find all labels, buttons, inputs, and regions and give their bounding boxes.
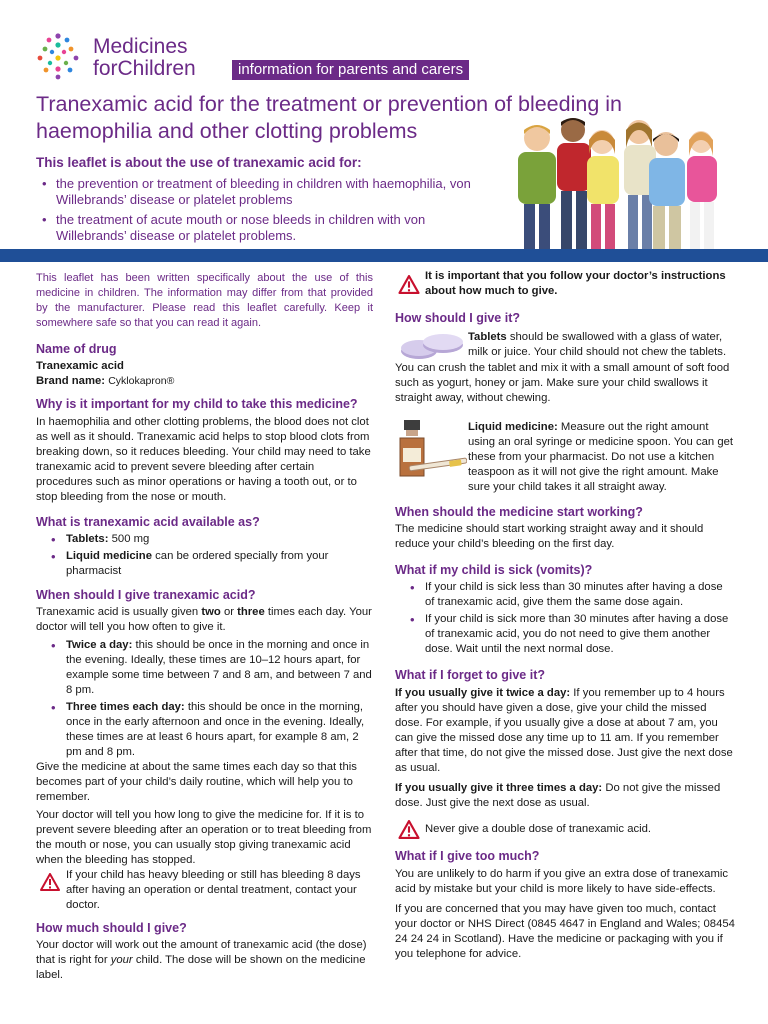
forget-heading: What if I forget to give it?	[395, 668, 545, 682]
left-column	[36, 271, 373, 983]
crush-text: You can crush the tablet and mix it with a small amount of soft food such as yogurt, honey or jam. Make sure your child swallows it straight away, without chewing.	[395, 362, 730, 404]
when-list	[36, 638, 373, 760]
logo-mark-icon	[34, 32, 82, 80]
drug-name: Tranexamic acid	[36, 360, 124, 372]
forget-twice-text: If you usually give it twice a day: If you remember up to 4 hours after you should have given a dose, give your child the missed dose. For example, if you usually give a dose at about 7 am, you can give the missed dose any time up to 11 am. If you remember after that time, do not give the missed dose. Just give the next dose as usual.	[395, 687, 733, 774]
same-times-text: Give the medicine at about the same times each day so that this becomes part of your child’s daily routine, which will help you to remember.	[36, 761, 357, 803]
why-text: In haemophilia and other clotting problems, the blood does not clot as well as it should. Tranexamic acid helps to stop blood clots from breaking down, so it reduces bleeding. Your child may need to take tranexamic acid to prevent severe bleeding after certain procedures such as minor operations or having a tooth out, or to stop bleeding from the nose or mouth.	[36, 416, 371, 503]
title-line-1: Tranexamic acid for the treatment or prevention of bleeding in	[36, 92, 622, 116]
when-intro: Tranexamic acid is usually given two or three times each day. Your doctor will tell you how often to give it.	[36, 606, 372, 633]
start-working-text: The medicine should start working straight away and it should reduce your child’s bleeding on the first day.	[395, 523, 704, 550]
liquid-block: Liquid medicine: Measure out the right amount using an oral syringe or medicine spoon. You can get these from your pharmacist. Do not use a kitchen teaspoon as it will not give the right amount. Make sure your child takes it all straight away.	[395, 420, 735, 495]
how-long-text: Your doctor will tell you how long to give the medicine for. If it is to prevent severe bleeding after an operation or to treat bleeding from the mouth or nose, you can usually stop giving tranexamic acid when the bleeding has stopped.	[36, 809, 372, 866]
header-divider-band	[0, 249, 768, 262]
tablets-block: Tablets should be swallowed with a glass of water, milk or juice. Your child should not chew the tablets.	[395, 330, 735, 360]
too-much-text: You are unlikely to do harm if you give an extra dose of tranexamic acid by mistake but your child is more likely to have side-effects.	[395, 868, 729, 895]
right-column	[395, 269, 735, 962]
sick-list	[395, 580, 735, 657]
list-item: • Liquid medicine can be ordered specially from your pharmacist	[36, 549, 373, 579]
available-heading: What is tranexamic acid available as?	[36, 515, 260, 529]
warning-double-dose: Never give a double dose of tranexamic acid.	[395, 820, 735, 840]
how-much-heading: How much should I give?	[36, 921, 187, 935]
start-working-heading: When should the medicine start working?	[395, 505, 643, 519]
available-list	[36, 532, 373, 579]
intro-item: • the treatment of acute mouth or nose bleeds in children with von Willebrands’ disease or platelet problems.	[36, 212, 476, 244]
title-line-2: haemophilia and other clotting problems	[36, 119, 418, 143]
intro-heading: This leaflet is about the use of tranexamic acid for:	[36, 155, 362, 170]
forget-three-text: If you usually give it three times a day: Do not give the missed dose. Just give the next dose as usual.	[395, 782, 721, 809]
when-heading: When should I give tranexamic acid?	[36, 588, 256, 602]
warning-heavy-bleeding: If your child has heavy bleeding or still has bleeding 8 days after having an operation or dental treatment, contact your doctor.	[36, 868, 373, 913]
how-much-text: Your doctor will work out the amount of tranexamic acid (the dose) that is right for your child. The dose will be shown on the medicine label.	[36, 939, 367, 981]
logo-line-2: forChildren	[93, 57, 196, 80]
sick-heading: What if my child is sick (vomits)?	[395, 563, 593, 577]
list-item: • Tablets: 500 mg	[36, 532, 373, 547]
warning-triangle-icon	[398, 275, 420, 294]
tagline: information for parents and carers	[232, 60, 469, 80]
intro-item: • the prevention or treatment of bleeding in children with haemophilia, von Willebrands’ disease or platelet problems	[36, 176, 476, 208]
concerned-text: If you are concerned that you may have given too much, contact your doctor or NHS Direct (0845 4647 in England and Wales; 08454 24 24 24 in Scotland). Have the medicine or packaging with you if you telephone for advice.	[395, 903, 735, 960]
tablets-icon	[399, 331, 467, 368]
intro-list	[36, 176, 476, 248]
how-give-heading: How should I give it?	[395, 311, 520, 325]
lead-paragraph: This leaflet has been written specifically about the use of this medicine in children. The information may differ from that provided by the manufacturer. Please read this leaflet carefully. Keep it somewhere safe so that you can read it again.	[36, 272, 373, 329]
why-heading: Why is it important for my child to take this medicine?	[36, 397, 358, 411]
brand-name: Brand name: Cyklokapron®	[36, 375, 175, 387]
list-item: • If your child is sick less than 30 minutes after having a dose of tranexamic acid, give them the same dose again.	[395, 580, 735, 610]
name-of-drug-heading: Name of drug	[36, 342, 117, 356]
medicine-bottle-icon	[395, 420, 467, 487]
too-much-heading: What if I give too much?	[395, 849, 540, 863]
logo	[34, 32, 82, 80]
warning-triangle-icon	[398, 820, 420, 839]
warning-follow-doctor: It is important that you follow your doctor’s instructions about how much to give.	[395, 269, 735, 299]
logo-line-1: Medicines	[93, 35, 188, 58]
warning-triangle-icon	[40, 873, 60, 891]
list-item: • Three times each day: this should be once in the morning, once in the early afternoon and once in the evening. Ideally, these times are at least 6 hours apart, for example 8 am, 2 pm and 8 pm.	[36, 700, 373, 760]
list-item: • Twice a day: this should be once in the morning and once in the evening. Ideally, these times are 10–12 hours apart, for example some time between 7 and 8 am, and between 7 and 8 pm.	[36, 638, 373, 698]
list-item: • If your child is sick more than 30 minutes after having a dose of tranexamic acid, you do not need to give them another dose. Wait until the next normal dose.	[395, 612, 735, 657]
children-photo	[505, 112, 737, 262]
